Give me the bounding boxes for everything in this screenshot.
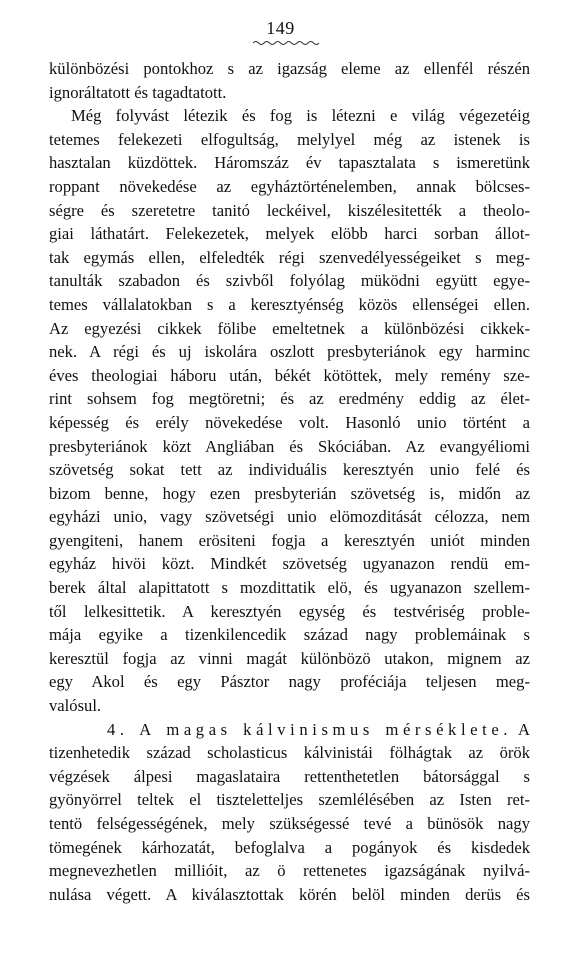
text-line: egy Akol és egy Pásztor nagy proféciája teljesen meg- <box>49 672 530 692</box>
text-line: Még folyvást létezik és fog is létezni e világ végezetéig <box>71 106 530 126</box>
text-line: nek. A régi és uj iskolára oszlott presbyteriánok egy harminc <box>49 342 530 362</box>
body-text <box>49 57 530 906</box>
text-line: képesség és erély növekedése volt. Hasonló unio történt a <box>49 412 530 432</box>
text-line: tentö felségességének, mely szükségessé tevé a bünösök nagy <box>49 814 530 833</box>
text-line: hasztalan küzdöttek. Háromszáz év tapasztalata s ismeretünk <box>49 153 530 173</box>
text-line: valósul. <box>49 696 102 716</box>
section-heading: 4. A magas kálvinismus mérséklete. <box>107 719 513 739</box>
text-line: megnevezhetlen millióit, az ö rettenetes igazságának nyilvá- <box>49 861 530 881</box>
text-line: szövetség sokat tett az individuális keresztyén unio felé és <box>49 460 530 480</box>
text-line: tanulták szabadon és szivből folyólag müködni együtt egye- <box>49 271 530 291</box>
section-heading-tail: A <box>518 719 530 739</box>
text-line: presbyteriánok közt Angliában és Skóciában. Az evangyéliomi <box>49 436 530 456</box>
text-line: Az egyezési cikkek fölibe emeltetnek a különbözési cikkek- <box>49 318 530 338</box>
text-line: egyházi unio, vagy szövetségi unio elömozditását célozza, nem <box>49 507 530 527</box>
text-line: tizenhetedik század scholasticus kálvinistái fölhágtak az örök <box>49 743 530 763</box>
text-line: gyönyörrel teltek el tiszteletteljes szemlélésében az Isten ret- <box>49 790 530 810</box>
text-line: mája egyike a tizenkilencedik század nagy problemáinak s <box>49 625 530 645</box>
text-line: gyengiteni, hanem erösiteni fogja a keresztyén uniót minden <box>49 530 530 550</box>
text-line: ségre és szeretetre tanitó leckéivel, kiszélesitették a theolo- <box>49 200 530 220</box>
page-number: 149 <box>266 18 295 38</box>
text-line: től lelkesittetik. A keresztyén egység és testvériség proble- <box>49 601 530 621</box>
text-line: éves theologiai háboru után, békét kötöttek, mely remény sze- <box>49 365 530 385</box>
text-line: roppant növekedése az egyháztörténelemben, annak bölcses- <box>49 176 530 196</box>
text-line: tetemes felekezeti elfogultság, melylyel még az istenek is <box>49 129 530 149</box>
text-line: bizom benne, hogy ezen presbyterián szövetség is, midőn az <box>49 483 530 503</box>
text-line: giai láthatárt. Felekezetek, melyek elöbb harci sorban állot- <box>49 224 530 244</box>
text-line: tak egymás ellen, elfeledték régi szenvedélyességeiket s meg- <box>49 247 530 267</box>
text-line: keresztül fogja az vinni magát különbözö utakon, mignem az <box>49 648 530 668</box>
text-line: berek által alapittatott s mozdittatik elö, és ugyanazon szellem- <box>49 578 530 598</box>
text-line: temes vállalatokban s a keresztyénség közös ellenségei ellen. <box>49 294 530 314</box>
page-number-ornament <box>253 40 319 46</box>
text-line: ignoráltatott és tagadtatott. <box>49 82 227 102</box>
text-line: különbözési pontokhoz s az igazság eleme az ellenfél részén <box>49 59 530 78</box>
text-line: nulása végett. A kiválasztottak körén belöl minden derüs és <box>49 884 530 904</box>
text-line: végzések álpesi magaslataira rettenthetetlen bátorsággal s <box>49 766 530 786</box>
text-line: tömegének kárhozatát, befoglalva a pogányok és kisdedek <box>49 837 530 857</box>
text-line: egyház hivöi közt. Mindkét szövetség ugyanazon rendü em- <box>49 554 530 574</box>
text-line: rint sohsem fog megtöretni; és az eredmény eddig az élet- <box>49 389 530 409</box>
section-heading-line <box>49 718 530 742</box>
